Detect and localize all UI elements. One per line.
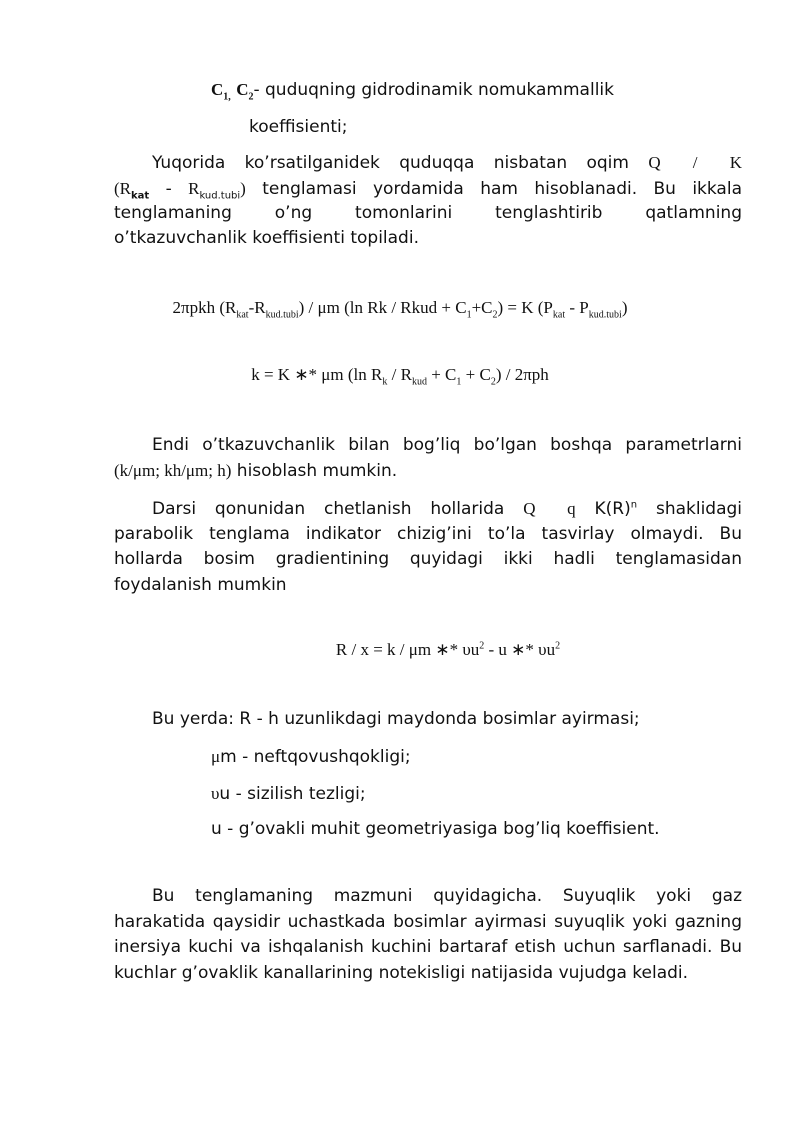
para2-line1: Endi o’tkazuvchanlik bilan bog’liq bo’lgan boshqa parametrlarni [152, 435, 742, 455]
formula-1: 2πpkh $(R_{kat}-R_{kud.tubi})$ / μm (ln Rk / Rkud + $C_1+C_2) = K$ $(P_{kat} - P_{kud.tubi})$ [172, 298, 628, 321]
para1-line1: Yuqorida ko’rsatilganidek quduqqa nisbatan oqim Q / K [152, 153, 742, 173]
para3-line1: Darsi qonunidan chetlanish hollarida Q q $K(R)^n$ shaklidagi [152, 499, 743, 519]
params-expr: (k/μm; kh/μm; h) [114, 461, 232, 480]
para3-line3: hollarda bosim gradientining quyidagi ikki hadli tenglamasidan [114, 549, 742, 569]
q-over-k: Q / K [648, 153, 742, 172]
para4-line2: harakatida qaysidir uchastkada bosimlar ayirmasi suyuqlik yoki gazning [114, 912, 742, 932]
para2-line2: (k/μm; kh/μm; h) hisoblash mumkin. [114, 461, 398, 481]
para4-line3: inersiya kuchi va ishqalanish kuchini bartaraf etish uchun sarflanadi. Bu [114, 937, 742, 957]
para3-line4: foydalanish mumkin [114, 575, 287, 595]
def-u: u - g’ovakli muhit geometriyasiga bog’liq koeffisient. [211, 819, 660, 839]
header-line-2: koeffisienti; [249, 117, 348, 137]
para4-line1: Bu tenglamaning mazmuni quyidagicha. Suyuqlik yoki gaz [152, 886, 742, 906]
header-text: - quduqning gidrodinamik nomukammallik [253, 80, 614, 100]
para1-line4: o’tkazuvchanlik koeffisienti topiladi. [114, 228, 419, 248]
formula-2: k = K ∗* μm (ln $R_k / R_{kud} + C_1 + C_2) / 2\pi ph$ [251, 365, 549, 388]
para1-line2: $(R_{kat} - R_{kud.tubi})$ tenglamasi yordamida ham hisoblanadi. Bu ikkala [114, 179, 742, 202]
defs-intro: Bu yerda: R - h uzunlikdagi maydonda bosimlar ayirmasi; [152, 709, 640, 729]
para3-line2: parabolik tenglama indikator chizig’ini to’la tasvirlay olmaydi. Bu [114, 524, 742, 544]
c2-symbol: $C_2$ [236, 80, 254, 103]
para4-line4: kuchlar g’ovaklik kanallarining notekisligi natijasida vujudga keladi. [114, 963, 689, 983]
header-line-1 [211, 77, 614, 103]
formula-3: R / x = k / μm ∗* $\upsilon u^2$ - u ∗* $\upsilon u^2$ [335, 640, 561, 659]
def-velocity: υu - sizilish tezligi; [211, 784, 366, 804]
c1-symbol: $C_{1,}$ [211, 80, 231, 103]
para1-line3: tenglamaning o’ng tomonlarini tenglashtirib qatlamning [114, 203, 742, 223]
def-mu: μm - neftqovushqokligi; [211, 747, 411, 767]
